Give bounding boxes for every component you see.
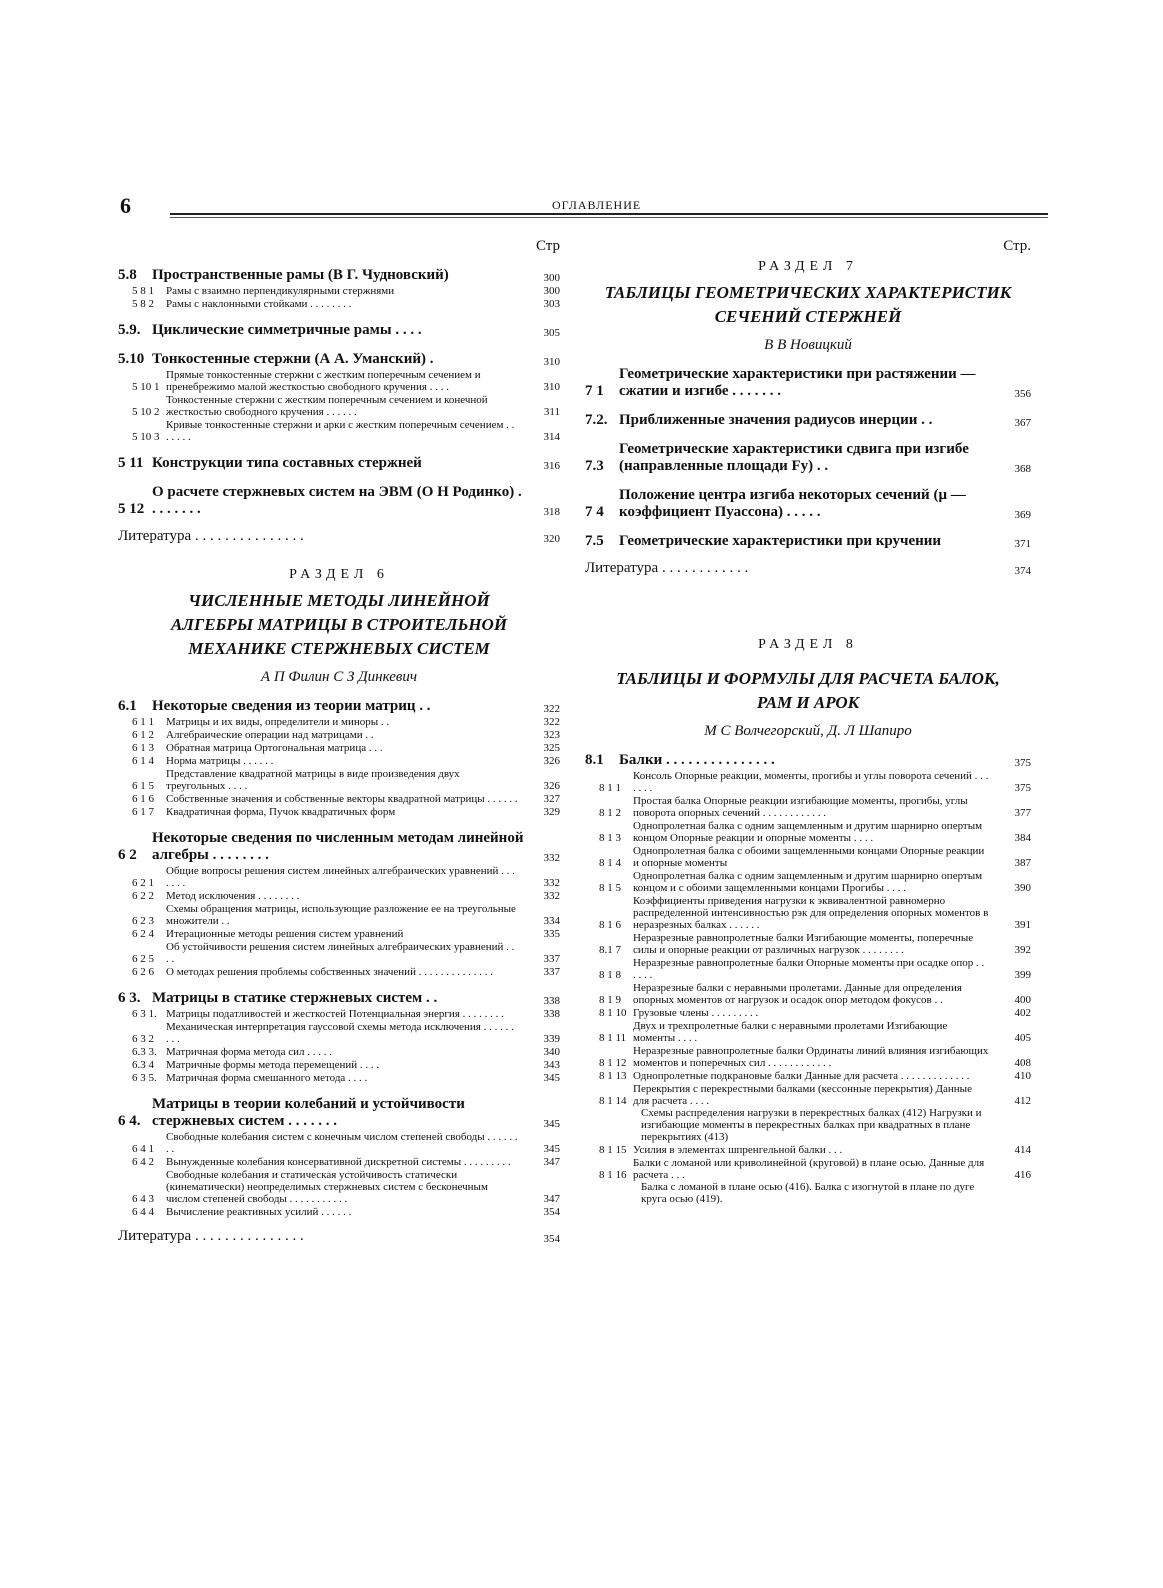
toc-entry-number: 5.9.: [118, 322, 141, 338]
section-7-label: РАЗДЕЛ 7: [758, 259, 858, 274]
toc-entry-title: Балки . . . . . . . . . . . . . . .: [619, 752, 775, 768]
toc-entry-number: 5 8 2: [132, 298, 154, 310]
toc-entry-number: 8 1 1: [599, 782, 621, 794]
toc-entry-page: 347: [543, 1193, 560, 1205]
toc-entry[interactable]: [118, 865, 560, 889]
toc-entry-number: 6 1 5: [132, 780, 154, 792]
toc-entry-title: Обратная матрица Ортогональная матрица . . .: [166, 742, 383, 754]
toc-entry-number: 8 1 15: [599, 1144, 627, 1156]
toc-entry-page: 345: [543, 1072, 560, 1084]
toc-entry[interactable]: [118, 1059, 560, 1071]
section-6-label: РАЗДЕЛ 6: [289, 567, 389, 582]
toc-entry-page: 405: [1014, 1032, 1031, 1044]
toc-entry-title: Приближенные значения радиусов инерции . .: [619, 412, 933, 428]
toc-entry-page: 322: [543, 716, 560, 728]
toc-entry-number: 6 1 3: [132, 742, 154, 754]
toc-entry-page: 310: [543, 356, 560, 368]
toc-entry[interactable]: [118, 419, 560, 443]
toc-entry-page: 310: [543, 381, 560, 393]
toc-entry-title: Общие вопросы решения систем линейных алгебраических уравнений . . . . . . .: [166, 865, 515, 889]
toc-entry-number: 5.8: [118, 267, 137, 283]
toc-entry-number: 6 4.: [118, 1113, 141, 1129]
toc-entry-number: 6 4 1: [132, 1143, 154, 1155]
toc-entry[interactable]: [118, 742, 560, 754]
toc-entry-page: 384: [1014, 832, 1031, 844]
section-8-title-line: ТАБЛИЦЫ И ФОРМУЛЫ ДЛЯ РАСЧЕТА БАЛОК,: [616, 669, 1000, 688]
toc-entry-title: Матрицы податливостей и жесткостей Потенциальная энергия . . . . . . . .: [166, 1008, 504, 1020]
toc-entry-number: 8 1 12: [599, 1057, 627, 1069]
toc-entry-number: 6 3 2: [132, 1033, 154, 1045]
toc-entry[interactable]: [118, 928, 560, 940]
toc-entry-number: 6 2 4: [132, 928, 154, 940]
toc-entry-title: Собственные значения и собственные векторы квадратной матрицы . . . . . .: [166, 793, 518, 805]
toc-entry-title: Двух и трехпролетные балки с неравными пролетами Изгибающие моменты . . . .: [633, 1020, 948, 1044]
toc-entry[interactable]: [585, 820, 1031, 844]
toc-entry-title: Рамы с взаимно перпендикулярными стержнями: [166, 285, 395, 297]
toc-entry-page: 356: [1014, 388, 1031, 400]
toc-entry-number: 8 1 13: [599, 1070, 627, 1082]
toc-entry[interactable]: [118, 716, 560, 728]
toc-entry-title: Прямые тонкостенные стержни с жестким поперечным сечением и пренебрежимо малой жесткостью свободного кручения . . . .: [166, 369, 481, 393]
toc-entry[interactable]: [118, 806, 560, 818]
toc-entry-page: 377: [1014, 807, 1031, 819]
toc-entry-number: 5 10 3: [132, 431, 160, 443]
toc-entry[interactable]: [118, 1206, 560, 1218]
right-column: [585, 238, 1031, 1205]
toc-entry-page: 354: [543, 1206, 560, 1218]
toc-entry-title: Механическая интерпретация гауссовой схемы метода исключения . . . . . . . . .: [166, 1021, 514, 1045]
toc-entry-title: Свободные колебания систем с конечным числом степеней свободы . . . . . . . .: [166, 1131, 518, 1155]
toc-entry[interactable]: [585, 770, 1031, 794]
toc-entry[interactable]: [118, 1072, 560, 1084]
toc-entry[interactable]: [585, 1007, 1031, 1019]
toc-entry-number: 6 2 1: [132, 877, 154, 889]
header-rule: [170, 213, 1048, 215]
toc-entry[interactable]: [118, 1046, 560, 1058]
toc-entry-number: 7 4: [585, 504, 604, 520]
toc-entry-title: Консоль Опорные реакции, моменты, прогибы и углы поворота сечений . . . . . . .: [633, 770, 989, 794]
toc-entry-number: 6.1: [118, 698, 137, 714]
toc-entry-number: 5 12: [118, 501, 145, 517]
toc-entry[interactable]: [585, 441, 1031, 475]
toc-entry-title: Литература . . . . . . . . . . . .: [585, 560, 749, 576]
toc-entry-page: 316: [543, 460, 560, 472]
toc-entry-title: Неразрезные равнопролетные балки Ординаты линий влияния изгибающих моментов и поперечных сил . . . . . . . . . . . .: [633, 1045, 989, 1069]
toc-entry[interactable]: [585, 1020, 1031, 1044]
toc-entry-page: 326: [543, 755, 560, 767]
toc-entry-page: 314: [543, 431, 560, 443]
section-8-title: [585, 667, 1031, 715]
section-7-title-line: СЕЧЕНИЙ СТЕРЖНЕЙ: [714, 307, 902, 326]
toc-entry[interactable]: [118, 528, 560, 545]
toc-entry-page: 367: [1014, 417, 1031, 429]
toc-entry-page: 402: [1014, 1007, 1031, 1019]
toc-entry-page: 399: [1014, 969, 1031, 981]
toc-entry[interactable]: [118, 1228, 560, 1245]
toc-note: Балка с ломаной в плане осью (416). Балка с изогнутой в плане по дуге круга осью (419).: [641, 1181, 975, 1205]
toc-section-6-list: [118, 698, 560, 1245]
toc-entry-title: О расчете стержневых систем на ЭВМ (О Н Родинко) . . . . . . . .: [152, 484, 522, 517]
toc-entry-number: 6 3 5.: [132, 1072, 157, 1084]
toc-entry[interactable]: [585, 870, 1031, 894]
toc-entry-title: Конструкции типа составных стержней: [152, 455, 422, 471]
toc-entry-title: Положение центра изгиба некоторых сечений (μ — коэффициент Пуассона) . . . . .: [619, 487, 966, 520]
toc-entry-number: 5 11: [118, 455, 144, 471]
toc-entry-title: Итерационные методы решения систем уравнений: [166, 928, 404, 940]
toc-entry-page: 335: [543, 928, 560, 940]
toc-entry-number: 7 1: [585, 383, 604, 399]
toc-entry-title: Матричные формы метода перемещений . . . .: [166, 1059, 380, 1071]
toc-entry-title: Грузовые члены . . . . . . . . .: [633, 1007, 759, 1019]
toc-entry[interactable]: [118, 455, 560, 472]
toc-entry[interactable]: [585, 1045, 1031, 1069]
toc-entry-number: 8 1 8: [599, 969, 621, 981]
toc-entry-page: 320: [543, 533, 560, 545]
toc-entry-title: Геометрические характеристики при растяжении — сжатии и изгибе . . . . . . .: [619, 366, 976, 399]
toc-entry-page: 338: [543, 995, 560, 1007]
toc-entry-number: 8 1 16: [599, 1169, 627, 1181]
toc-entry[interactable]: [118, 903, 560, 927]
toc-entry-number: 8 1 3: [599, 832, 621, 844]
toc-entry[interactable]: [118, 484, 560, 518]
toc-entry-page: 322: [543, 703, 560, 715]
section-6-title-line: МЕХАНИКЕ СТЕРЖНЕВЫХ СИСТЕМ: [188, 639, 490, 658]
toc-entry-number: 6 2 5: [132, 953, 154, 965]
toc-entry-number: 5 8 1: [132, 285, 154, 297]
toc-entry-number: 6 3.: [118, 990, 141, 1006]
toc-entry[interactable]: [118, 830, 560, 864]
section-8-title-line: РАМ И АРОК: [756, 693, 860, 712]
toc-entry[interactable]: [585, 982, 1031, 1006]
toc-entry[interactable]: [118, 793, 560, 805]
toc-entry-page: 408: [1014, 1057, 1031, 1069]
toc-entry-title: Простая балка Опорные реакции изгибающие моменты, прогибы, углы поворота опорных сечений . . . . . . . . . . . .: [633, 795, 968, 819]
toc-entry-page: 345: [543, 1118, 560, 1130]
toc-entry-number: 6 1 6: [132, 793, 154, 805]
toc-entry[interactable]: [585, 957, 1031, 981]
toc-entry-page: 300: [543, 285, 560, 297]
toc-entry[interactable]: [118, 298, 560, 310]
toc-entry-page: 410: [1014, 1070, 1031, 1082]
toc-entry-page: 375: [1014, 757, 1031, 769]
toc-entry-title: Циклические симметричные рамы . . . .: [152, 322, 422, 338]
toc-entry-page: 392: [1014, 944, 1031, 956]
toc-section-5-list: [118, 267, 560, 545]
toc-entry-title: Матричная форма метода сил . . . . .: [166, 1046, 332, 1058]
toc-entry-page: 345: [543, 1143, 560, 1155]
toc-entry-title: Вынужденные колебания консервативной дискретной системы . . . . . . . . .: [166, 1156, 511, 1168]
left-column: [118, 238, 560, 1245]
toc-entry-title: Тонкостенные стержни с жестким поперечным сечением и конечной жесткостью свободного кручения . . . . . .: [166, 394, 488, 418]
toc-entry-page: 391: [1014, 919, 1031, 931]
toc-entry-number: 8 1 14: [599, 1095, 627, 1107]
toc-entry-number: 5.10: [118, 351, 145, 367]
toc-entry[interactable]: [585, 1157, 1031, 1181]
toc-entry-title: Однопролетная балка с обоими защемленными концами Опорные реакции и опорные моменты: [633, 845, 985, 869]
section-7-authors: В В Новицкий: [764, 337, 852, 353]
toc-entry-page: 325: [543, 742, 560, 754]
toc-entry-number: 8 1 11: [599, 1032, 627, 1044]
toc-entry-page: 343: [543, 1059, 560, 1071]
toc-entry-page: 368: [1014, 463, 1031, 475]
toc-entry[interactable]: [585, 1083, 1031, 1107]
toc-entry-page: 416: [1014, 1169, 1031, 1181]
toc-entry[interactable]: [585, 487, 1031, 521]
toc-entry[interactable]: [118, 351, 560, 368]
toc-entry-title: Неразрезные равнопролетные балки Изгибающие моменты, поперечные силы и опорные реакции от различных нагрузок . . . . . . . .: [633, 932, 974, 956]
toc-entry-title: Кривые тонкостенные стержни и арки с жестким поперечным сечением . . . . . . .: [166, 419, 515, 443]
toc-entry[interactable]: [585, 845, 1031, 869]
toc-entry[interactable]: [585, 1070, 1031, 1082]
toc-entry-page: 374: [1014, 565, 1031, 577]
toc-entry-number: 6 2 6: [132, 966, 154, 978]
section-8-label: РАЗДЕЛ 8: [758, 637, 858, 652]
toc-entry-number: 6 4 3: [132, 1193, 154, 1205]
toc-entry-number: 8 1 2: [599, 807, 621, 819]
toc-entry-number: 6 3 1.: [132, 1008, 157, 1020]
toc-entry-number: 6 2 2: [132, 890, 154, 902]
toc-entry[interactable]: [585, 1144, 1031, 1156]
toc-entry-number: 7.5: [585, 533, 604, 549]
toc-entry-page: 332: [543, 890, 560, 902]
toc-entry[interactable]: [585, 795, 1031, 819]
toc-entry-number: 6 1 4: [132, 755, 154, 767]
toc-entry-page: 387: [1014, 857, 1031, 869]
toc-entry-number: 8 1 5: [599, 882, 621, 894]
toc-entry-number: 8 1 4: [599, 857, 621, 869]
toc-entry-page: 369: [1014, 509, 1031, 521]
toc-entry-page: 412: [1014, 1095, 1031, 1107]
toc-entry-number: 6.3 4: [132, 1059, 154, 1071]
toc-note: Схемы распределения нагрузки в перекрестных балках (412) Нагрузки и изгибающие моменты в перекрестных балках при квадратных в плане перекрытиях (413): [641, 1107, 982, 1143]
toc-entry[interactable]: [118, 729, 560, 741]
toc-entry-page: 332: [543, 877, 560, 889]
toc-entry[interactable]: [118, 1021, 560, 1045]
toc-entry-page: 400: [1014, 994, 1031, 1006]
section-7-title-line: ТАБЛИЦЫ ГЕОМЕТРИЧЕСКИХ ХАРАКТЕРИСТИК: [604, 283, 1012, 302]
toc-entry-number: 8.1: [585, 752, 604, 768]
toc-entry-page: 337: [543, 953, 560, 965]
toc-entry-number: 6 1 1: [132, 716, 154, 728]
section-6-title-line: ЧИСЛЕННЫЕ МЕТОДЫ ЛИНЕЙНОЙ: [188, 591, 490, 610]
toc-entry-title: Метод исключения . . . . . . . .: [166, 890, 300, 902]
toc-entry[interactable]: [118, 267, 560, 284]
toc-entry-number: 6 2: [118, 847, 137, 863]
toc-entry[interactable]: [118, 966, 560, 978]
toc-entry[interactable]: [118, 890, 560, 902]
toc-entry-page: 347: [543, 1156, 560, 1168]
toc-entry-title: Балки с ломаной или криволинейной (круговой) в плане осью. Данные для расчета . . .: [633, 1157, 985, 1181]
toc-entry-title: Квадратичная форма, Пучок квадратичных форм: [166, 806, 396, 818]
toc-entry[interactable]: [118, 990, 560, 1007]
section-6-authors: А П Филин С З Динкевич: [260, 669, 418, 685]
toc-entry[interactable]: [118, 394, 560, 418]
toc-entry[interactable]: [118, 1096, 560, 1130]
toc-entry-title: Тонкостенные стержни (А А. Уманский) .: [152, 351, 434, 367]
toc-entry-page: 354: [543, 1233, 560, 1245]
toc-entry[interactable]: [585, 932, 1031, 956]
toc-entry-page: 329: [543, 806, 560, 818]
toc-entry-title: Матричная форма смешанного метода . . . .: [166, 1072, 368, 1084]
running-title: ОГЛАВЛЕНИЕ: [552, 198, 642, 212]
toc-entry-page: 326: [543, 780, 560, 792]
toc-entry-title: Однопролетная балка с одним защемленным и другим шарнирно опертым концом Опорные реакции и опорные моменты . . . .: [633, 820, 983, 844]
toc-entry-title: Однопролетная балка с одним защемленным и другим шарнирно опертым концом и с обоими защемленными концами Прогибы . . . .: [633, 870, 983, 894]
toc-entry-number: 6 1 7: [132, 806, 154, 818]
toc-entry[interactable]: [585, 533, 1031, 550]
toc-entry-page: 327: [543, 793, 560, 805]
toc-entry-title: Алгебраические операции над матрицами . .: [166, 729, 374, 741]
toc-entry[interactable]: [118, 941, 560, 965]
toc-entry-page: 305: [543, 327, 560, 339]
section-6-title-line: АЛГЕБРЫ МАТРИЦЫ В СТРОИТЕЛЬНОЙ: [170, 615, 508, 634]
toc-entry-title: Усилия в элементах шпренгельной балки . . .: [633, 1144, 843, 1156]
toc-entry-page: 337: [543, 966, 560, 978]
toc-entry-page: 303: [543, 298, 560, 310]
toc-entry-page: 332: [543, 852, 560, 864]
section-8-authors: М С Волчегорский, Д. Л Шапиро: [704, 723, 912, 739]
toc-entry-page: 375: [1014, 782, 1031, 794]
toc-entry[interactable]: [585, 895, 1031, 931]
toc-entry-title: Рамы с наклонными стойками . . . . . . . .: [166, 298, 352, 310]
toc-entry-page: 323: [543, 729, 560, 741]
toc-entry-title: Некоторые сведения по численным методам линейной алгебры . . . . . . . .: [152, 830, 524, 863]
toc-entry-title: Геометрические характеристики сдвига при изгибе (направленные площади Fy) . .: [619, 441, 969, 474]
toc-entry-number: 6 2 3: [132, 915, 154, 927]
toc-entry-number: 6 4 4: [132, 1206, 154, 1218]
toc-section-8-list: [585, 752, 1031, 1205]
toc-entry-number: 6 4 2: [132, 1156, 154, 1168]
toc-entry-title: Об устойчивости решения систем линейных алгебраических уравнений . . . .: [166, 941, 515, 965]
toc-entry-title: Геометрические характеристики при кручении: [619, 533, 942, 549]
toc-entry[interactable]: [585, 366, 1031, 400]
toc-entry[interactable]: [118, 1131, 560, 1155]
page-column-label: Стр: [535, 238, 560, 254]
header-rule-thin: [170, 217, 1048, 218]
toc-entry[interactable]: [118, 698, 560, 715]
toc-entry-title: Матрицы в теории колебаний и устойчивости стержневых систем . . . . . . .: [152, 1096, 465, 1129]
toc-entry-page: 318: [543, 506, 560, 518]
toc-entry-title: Схемы обращения матрицы, использующие разложение ее на треугольные множители . .: [166, 903, 516, 927]
toc-entry-title: Представление квадратной матрицы в виде произведения двух треугольных . . . .: [166, 768, 460, 792]
toc-entry-number: 5 10 1: [132, 381, 160, 393]
toc-entry-number: 8.1 7: [599, 944, 621, 956]
toc-entry-page: 338: [543, 1008, 560, 1020]
toc-entry-title: Неразрезные балки с неравными пролетами. Данные для определения опорных моментов от нагрузок и осадок опор методом фокусов . .: [633, 982, 962, 1006]
toc-entry[interactable]: [118, 322, 560, 339]
toc-entry-title: Перекрытия с перекрестными балками (кессонные перекрытия) Данные для расчета . . . .: [633, 1083, 972, 1107]
section-7-title: [585, 281, 1031, 329]
toc-entry-page: 334: [543, 915, 560, 927]
toc-entry[interactable]: [118, 1169, 560, 1205]
toc-section-7-list: [585, 366, 1031, 577]
toc-entry-title: Неразрезные равнопролетные балки Опорные моменты при осадке опор . . . . . .: [633, 957, 985, 981]
toc-entry-number: 6.3 3.: [132, 1046, 157, 1058]
toc-entry-title: Некоторые сведения из теории матриц . .: [152, 698, 431, 714]
toc-entry-title: Норма матрицы . . . . . .: [166, 755, 274, 767]
toc-entry-title: Матрицы в статике стержневых систем . .: [152, 990, 438, 1006]
toc-entry-title: Литература . . . . . . . . . . . . . . .: [118, 1228, 304, 1244]
toc-entry-number: 8 1 10: [599, 1007, 627, 1019]
toc-entry[interactable]: [118, 768, 560, 792]
toc-entry-number: 7.3: [585, 458, 604, 474]
toc-entry-title: Свободные колебания и статическая устойчивость статически (кинематически) неопределимых стержневых систем с бесконечным числом степеней свободы . . . . . . . . . . .: [166, 1169, 488, 1205]
toc-entry-title: Вычисление реактивных усилий . . . . . .: [166, 1206, 352, 1218]
toc-entry[interactable]: [118, 755, 560, 767]
toc-entry-title: О методах решения проблемы собственных значений . . . . . . . . . . . . . .: [166, 966, 493, 978]
toc-entry-title: Матрицы и их виды, определители и миноры . .: [166, 716, 390, 728]
toc-entry-page: 390: [1014, 882, 1031, 894]
toc-entry[interactable]: [118, 369, 560, 393]
section-6-title: [118, 589, 560, 661]
page-column-label: Стр.: [1003, 238, 1031, 254]
toc-entry[interactable]: [118, 1008, 560, 1020]
toc-entry[interactable]: [585, 560, 1031, 577]
toc-entry[interactable]: [118, 285, 560, 297]
toc-entry[interactable]: [118, 1156, 560, 1168]
toc-entry[interactable]: [585, 412, 1031, 429]
toc-entry-page: 371: [1014, 538, 1031, 550]
toc-entry-number: 8 1 9: [599, 994, 621, 1006]
toc-entry-title: Литература . . . . . . . . . . . . . . .: [118, 528, 304, 544]
toc-entry-number: 6 1 2: [132, 729, 154, 741]
toc-entry-page: 311: [543, 406, 560, 418]
toc-entry-page: 340: [543, 1046, 560, 1058]
toc-entry-page: 414: [1014, 1144, 1031, 1156]
toc-entry[interactable]: [585, 752, 1031, 769]
toc-entry-title: Коэффициенты приведения нагрузки к эквивалентной равномерно распределенной интенсивностью pэк для определения опорных моментов в неразрезных балках . . . . . .: [633, 895, 989, 931]
toc-entry-title: Пространственные рамы (В Г. Чудновский): [152, 267, 449, 283]
toc-entry-title: Однопролетные подкрановые балки Данные для расчета . . . . . . . . . . . . .: [633, 1070, 970, 1082]
page-number: 6: [120, 193, 131, 218]
toc-entry-number: 7.2.: [585, 412, 608, 428]
toc-entry-page: 339: [543, 1033, 560, 1045]
toc-entry-number: 5 10 2: [132, 406, 160, 418]
toc-entry-page: 300: [543, 272, 560, 284]
toc-entry-number: 8 1 6: [599, 919, 621, 931]
